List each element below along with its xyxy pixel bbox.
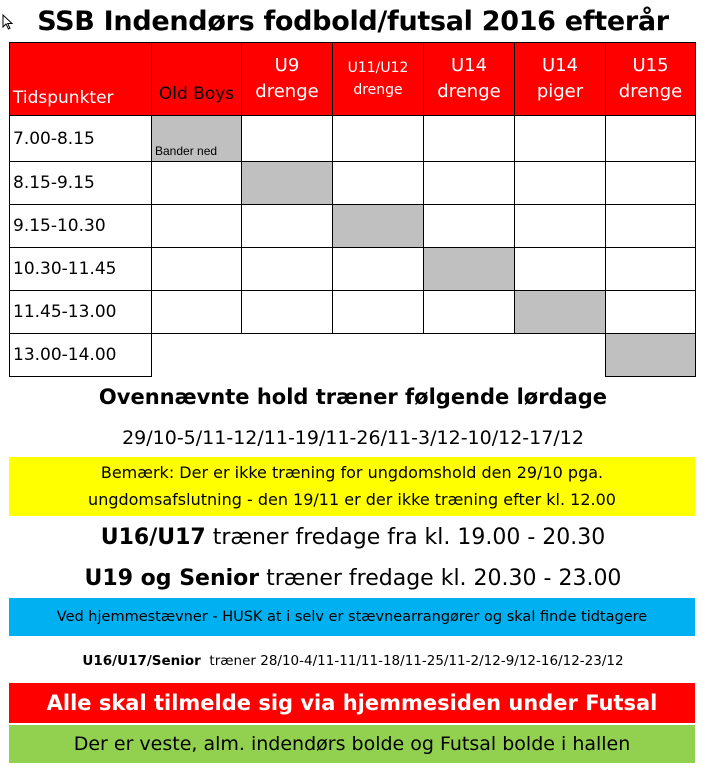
cell — [606, 291, 696, 334]
training-text: træner 28/10-4/11-11/11-18/11-25/11-2/12-9/12-16/12-23/12 — [200, 653, 624, 669]
cell — [424, 116, 515, 162]
cell — [242, 291, 333, 334]
header-line: drenge — [353, 82, 403, 98]
cell — [515, 334, 606, 377]
header-cell — [242, 43, 333, 116]
equipment-banner: Der er veste, alm. indendørs bolde og Futsal bolde i hallen — [9, 725, 695, 763]
cell — [424, 334, 515, 377]
u16-training — [0, 520, 706, 556]
cell — [515, 205, 606, 248]
saturdays-heading: Ovennævnte hold træner følgende lørdage — [98, 385, 608, 409]
header-cell: Old Boys — [152, 43, 242, 116]
cell — [424, 205, 515, 248]
table-row — [10, 162, 696, 205]
cell — [606, 116, 696, 162]
cell — [515, 248, 606, 291]
header-line: piger — [536, 81, 584, 102]
cell — [424, 291, 515, 334]
header-cell: Tidspunkter — [10, 43, 152, 116]
cell — [242, 116, 333, 162]
shaded-cell — [515, 291, 606, 334]
cell — [515, 116, 606, 162]
header-line: U11/U12 — [347, 60, 409, 76]
cell — [152, 205, 242, 248]
cell — [242, 334, 333, 377]
cell — [152, 248, 242, 291]
table-row — [10, 116, 696, 162]
training-text: træner fredage kl. 20.30 - 23.00 — [259, 566, 622, 591]
header-line: U9 — [274, 55, 300, 76]
header-line: U15 — [632, 55, 669, 76]
cell — [152, 291, 242, 334]
header-cell — [424, 43, 515, 116]
header-cell — [606, 43, 696, 116]
header-line: drenge — [255, 81, 319, 102]
senior-training — [0, 647, 706, 675]
time-cell: 13.00-14.00 — [10, 334, 152, 377]
cell — [606, 162, 696, 205]
cell — [152, 162, 242, 205]
table-row — [10, 291, 696, 334]
note-cell: Bander ned — [152, 116, 242, 162]
signup-banner: Alle skal tilmelde sig via hjemmesiden under Futsal — [9, 683, 695, 723]
time-cell: 8.15-9.15 — [10, 162, 152, 205]
training-text: træner fredage fra kl. 19.00 - 20.30 — [205, 525, 606, 550]
team-name: U16/U17 — [100, 525, 206, 550]
schedule-table — [9, 42, 696, 377]
cell — [242, 248, 333, 291]
time-cell: 11.45-13.00 — [10, 291, 152, 334]
header-line: drenge — [618, 81, 683, 102]
saturday-dates: 29/10-5/11-12/11-19/11-26/11-3/12-10/12-17/12 — [122, 427, 584, 449]
time-cell: 10.30-11.45 — [10, 248, 152, 291]
cell — [333, 334, 424, 377]
time-cell: 7.00-8.15 — [10, 116, 152, 162]
notice-line: ungdomsafslutning - den 19/11 er der ikke træning efter kl. 12.00 — [88, 490, 616, 509]
table-row — [10, 334, 696, 377]
shaded-cell — [333, 205, 424, 248]
notice-box — [9, 457, 695, 516]
header-line: drenge — [437, 81, 501, 102]
cell — [333, 116, 424, 162]
time-cell: 9.15-10.30 — [10, 205, 152, 248]
cell — [242, 205, 333, 248]
cell — [333, 248, 424, 291]
header-cell — [333, 43, 424, 116]
cell — [515, 162, 606, 205]
shaded-cell — [606, 334, 696, 377]
shaded-cell — [424, 248, 515, 291]
u19-training — [0, 561, 706, 597]
page-title: SSB Indendørs fodbold/futsal 2016 efterår — [37, 6, 669, 37]
header-line: U14 — [541, 55, 579, 76]
table-row — [10, 248, 696, 291]
cell — [333, 291, 424, 334]
header-row — [10, 43, 696, 116]
home-events-banner: Ved hjemmestævner - HUSK at i selv er stævnearrangører og skal finde tidtagere — [9, 598, 695, 636]
shaded-cell — [242, 162, 333, 205]
cell — [152, 334, 242, 377]
cell — [424, 162, 515, 205]
table-row — [10, 205, 696, 248]
cell — [606, 248, 696, 291]
header-cell — [515, 43, 606, 116]
cell — [606, 205, 696, 248]
team-name: U16/U17/Senior — [82, 653, 201, 669]
notice-line: Bemærk: Der er ikke træning for ungdomshold den 29/10 pga. — [100, 463, 604, 482]
team-name: U19 og Senior — [84, 566, 260, 591]
header-line: U14 — [450, 55, 488, 76]
cell — [333, 162, 424, 205]
